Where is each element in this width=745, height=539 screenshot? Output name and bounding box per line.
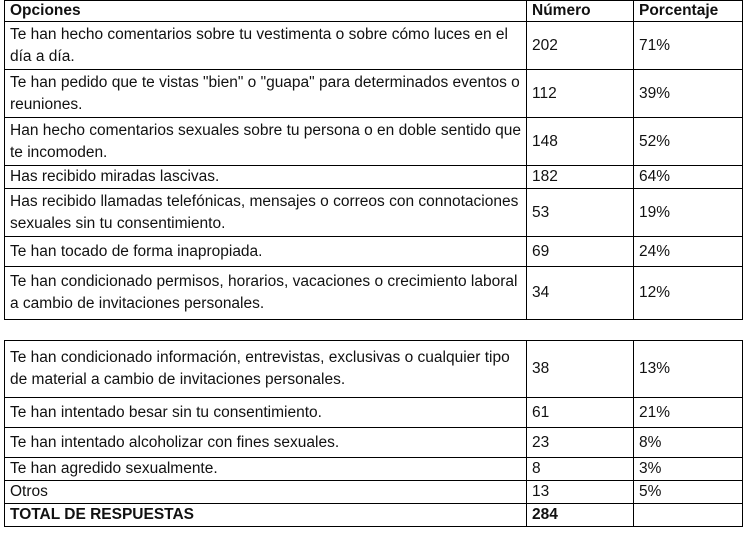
row-label: Te han pedido que te vistas "bien" o "guapa" para determinados eventos o reuniones. [5, 70, 527, 118]
row-numero: 13 [527, 481, 634, 504]
row-label: Te han agredido sexualmente. [5, 458, 527, 481]
results-table-part1 [4, 0, 743, 320]
row-porcentaje: 19% [634, 189, 743, 237]
row-porcentaje: 24% [634, 237, 743, 267]
row-label: Te han intentado besar sin tu consentimiento. [5, 398, 527, 428]
row-porcentaje: 5% [634, 481, 743, 504]
row-numero: 112 [527, 70, 634, 118]
row-porcentaje: 64% [634, 166, 743, 189]
row-label: Te han tocado de forma inapropiada. [5, 237, 527, 267]
row-porcentaje: 3% [634, 458, 743, 481]
table-row [5, 481, 743, 504]
row-numero: 202 [527, 22, 634, 70]
row-porcentaje: 12% [634, 267, 743, 320]
table-header-row [5, 1, 743, 22]
total-numero: 284 [527, 504, 634, 527]
table-row [5, 267, 743, 320]
table-row [5, 189, 743, 237]
header-porcentaje: Porcentaje [634, 1, 743, 22]
row-porcentaje: 39% [634, 70, 743, 118]
row-porcentaje: 71% [634, 22, 743, 70]
row-label: Has recibido miradas lascivas. [5, 166, 527, 189]
table-row [5, 458, 743, 481]
total-label: TOTAL DE RESPUESTAS [5, 504, 527, 527]
row-numero: 34 [527, 267, 634, 320]
row-label: Han hecho comentarios sexuales sobre tu persona o en doble sentido que te incomoden. [5, 118, 527, 166]
row-numero: 8 [527, 458, 634, 481]
row-label: Te han hecho comentarios sobre tu vestimenta o sobre cómo luces en el día a día. [5, 22, 527, 70]
row-numero: 38 [527, 341, 634, 398]
row-porcentaje: 8% [634, 428, 743, 458]
table-row [5, 166, 743, 189]
row-numero: 182 [527, 166, 634, 189]
results-table-part2 [4, 340, 743, 527]
row-label: Has recibido llamadas telefónicas, mensajes o correos con connotaciones sexuales sin tu consentimiento. [5, 189, 527, 237]
total-porcentaje [634, 504, 743, 527]
row-label: Te han condicionado permisos, horarios, vacaciones o crecimiento laboral a cambio de invitaciones personales. [5, 267, 527, 320]
table-row [5, 237, 743, 267]
table-row [5, 70, 743, 118]
row-numero: 53 [527, 189, 634, 237]
row-porcentaje: 13% [634, 341, 743, 398]
row-numero: 61 [527, 398, 634, 428]
table-row [5, 398, 743, 428]
header-opciones: Opciones [5, 1, 527, 22]
table-row [5, 428, 743, 458]
row-numero: 69 [527, 237, 634, 267]
row-label: Otros [5, 481, 527, 504]
row-porcentaje: 52% [634, 118, 743, 166]
table-row [5, 118, 743, 166]
table-row [5, 22, 743, 70]
row-label: Te han intentado alcoholizar con fines sexuales. [5, 428, 527, 458]
row-porcentaje: 21% [634, 398, 743, 428]
total-row [5, 504, 743, 527]
header-numero: Número [527, 1, 634, 22]
row-label: Te han condicionado información, entrevistas, exclusivas o cualquier tipo de material a cambio de invitaciones personales. [5, 341, 527, 398]
table-row [5, 341, 743, 398]
row-numero: 23 [527, 428, 634, 458]
row-numero: 148 [527, 118, 634, 166]
